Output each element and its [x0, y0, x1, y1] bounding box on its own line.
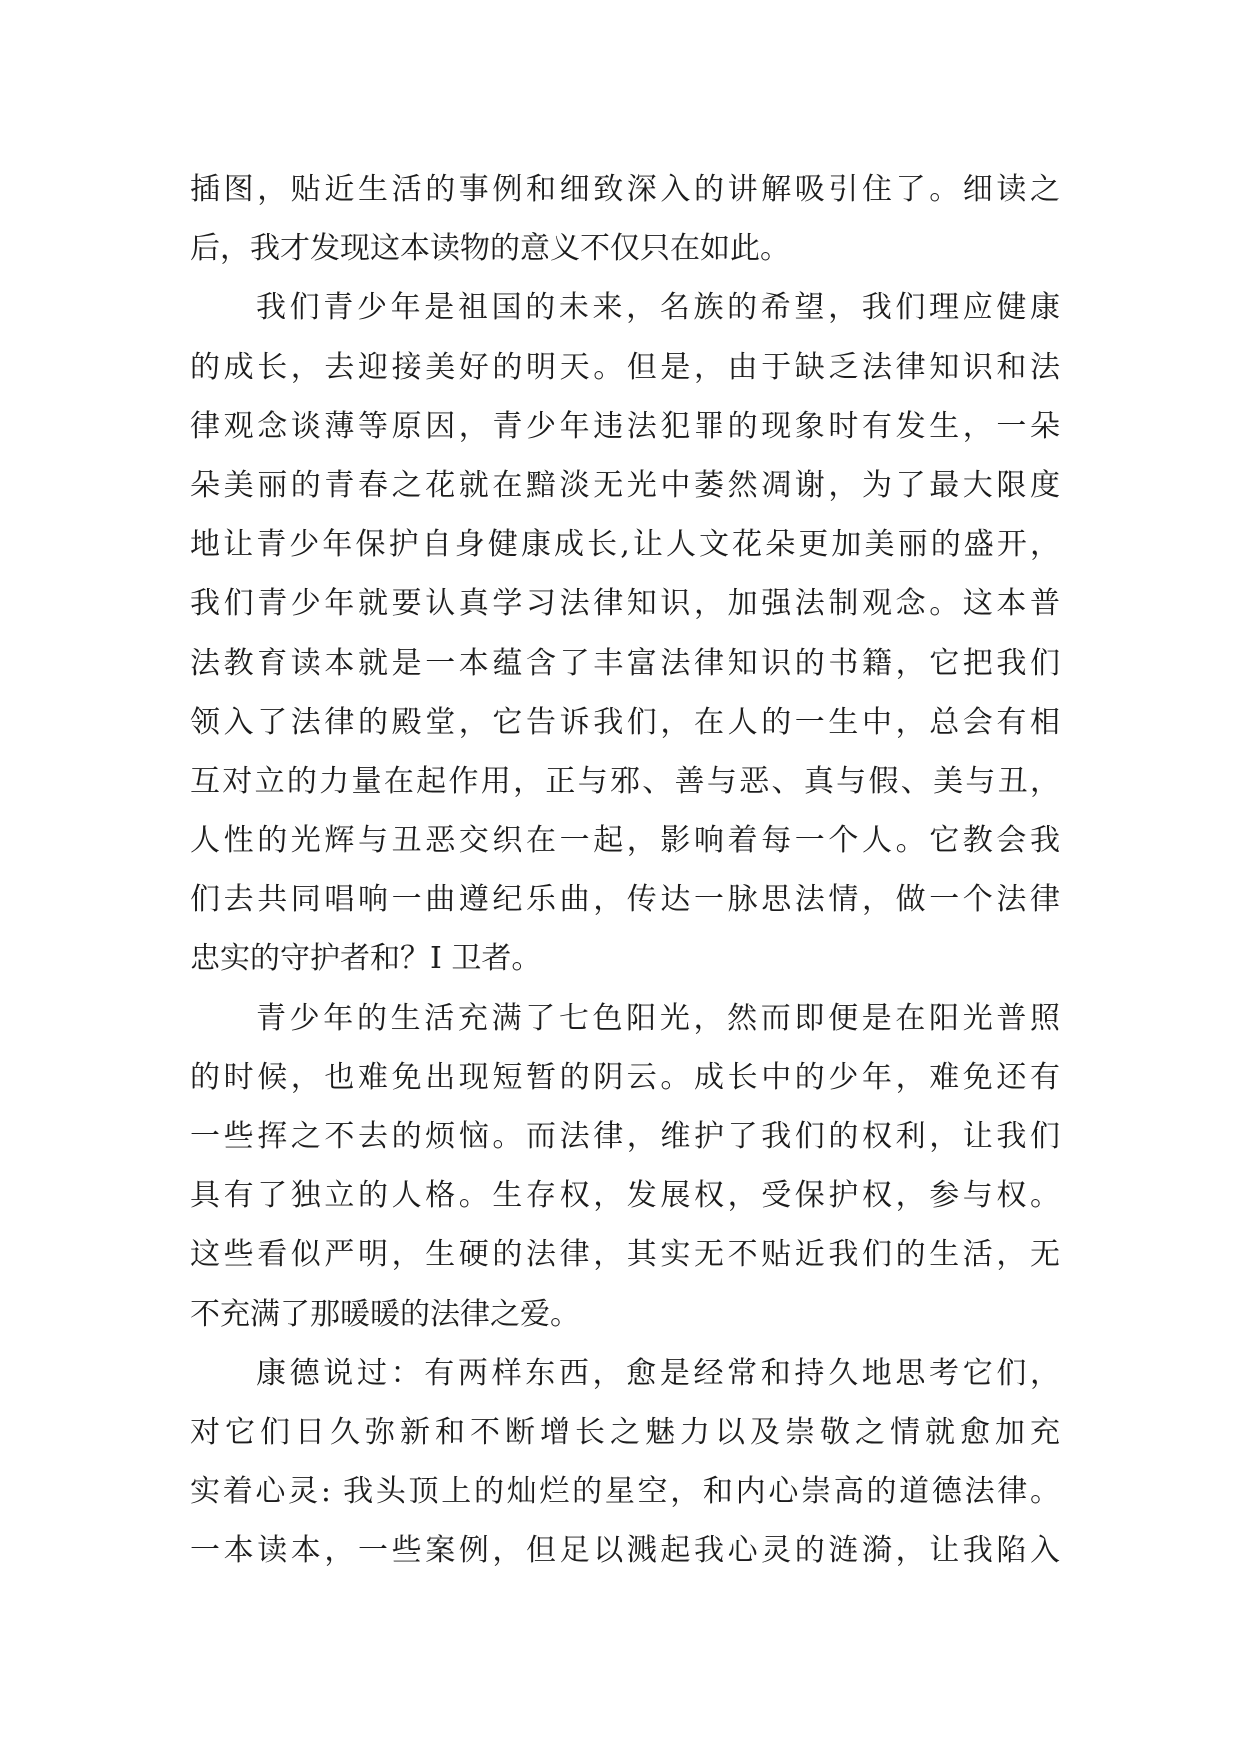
text-line: 法教育读本就是一本蕴含了丰富法律知识的书籍，它把我们	[190, 645, 1060, 681]
text-line: 不充满了那暖暖的法律之爱。	[190, 1296, 580, 1332]
text-line: 忠实的守护者和？I 卫者。	[190, 941, 542, 977]
text-line: 后，我才发现这本读物的意义不仅只在如此。	[190, 231, 790, 267]
text-line: 对它们日久弥新和不断增长之魅力以及崇敬之情就愈加充	[190, 1414, 1060, 1450]
text-line: 一些挥之不去的烦恼。而法律，维护了我们的权利，让我们	[190, 1119, 1060, 1154]
text-line: 领入了法律的殿堂，它告诉我们，在人的一生中，总会有相	[190, 704, 1060, 740]
text-line: 的成长，去迎接美好的明天。但是，由于缺乏法律知识和法	[190, 349, 1060, 385]
text-line: 这些看似严明，生硬的法律，其实无不贴近我们的生活，无	[190, 1237, 1060, 1273]
text-line: 朵美丽的青春之花就在黯淡无光中萎然凋谢，为了最大限度	[190, 467, 1060, 503]
text-line: 们去共同唱响一曲遵纪乐曲，传达一脉思法情，做一个法律	[190, 882, 1060, 918]
text-line: 律观念谈薄等原因，青少年违法犯罪的现象时有发生，一朵	[190, 408, 1060, 444]
text-line: 地让青少年保护自身健康成长,让人文花朵更加美丽的盛开，	[190, 527, 1060, 563]
text-line: 人性的光辉与丑恶交织在一起，影响着每一个人。它教会我	[190, 823, 1060, 859]
paragraph-first-line: 康德说过：有两样东西，愈是经常和持久地思考它们，	[256, 1355, 1060, 1391]
paragraph-first-line: 我们青少年是祖国的未来，名族的希望，我们理应健康	[256, 290, 1060, 326]
text-line: 一本读本，一些案例，但足以溅起我心灵的涟漪，让我陷入	[190, 1533, 1060, 1569]
text-line: 具有了独立的人格。生存权，发展权，受保护权，参与权。	[190, 1178, 1060, 1214]
body-text	[190, 160, 1060, 1581]
text-line: 实着心灵: 我头顶上的灿烂的星空，和内心崇高的道德法律。	[190, 1474, 1060, 1510]
text-line: 插图，贴近生活的事例和细致深入的讲解吸引住了。细读之	[190, 172, 1060, 207]
text-line: 我们青少年就要认真学习法律知识，加强法制观念。这本普	[190, 586, 1060, 622]
text-line: 的时候，也难免出现短暂的阴云。成长中的少年，难免还有	[190, 1059, 1060, 1095]
paragraph-first-line: 青少年的生活充满了七色阳光，然而即便是在阳光普照	[256, 1000, 1060, 1036]
text-line: 互对立的力量在起作用，正与邪、善与恶、真与假、美与丑，	[190, 763, 1060, 799]
